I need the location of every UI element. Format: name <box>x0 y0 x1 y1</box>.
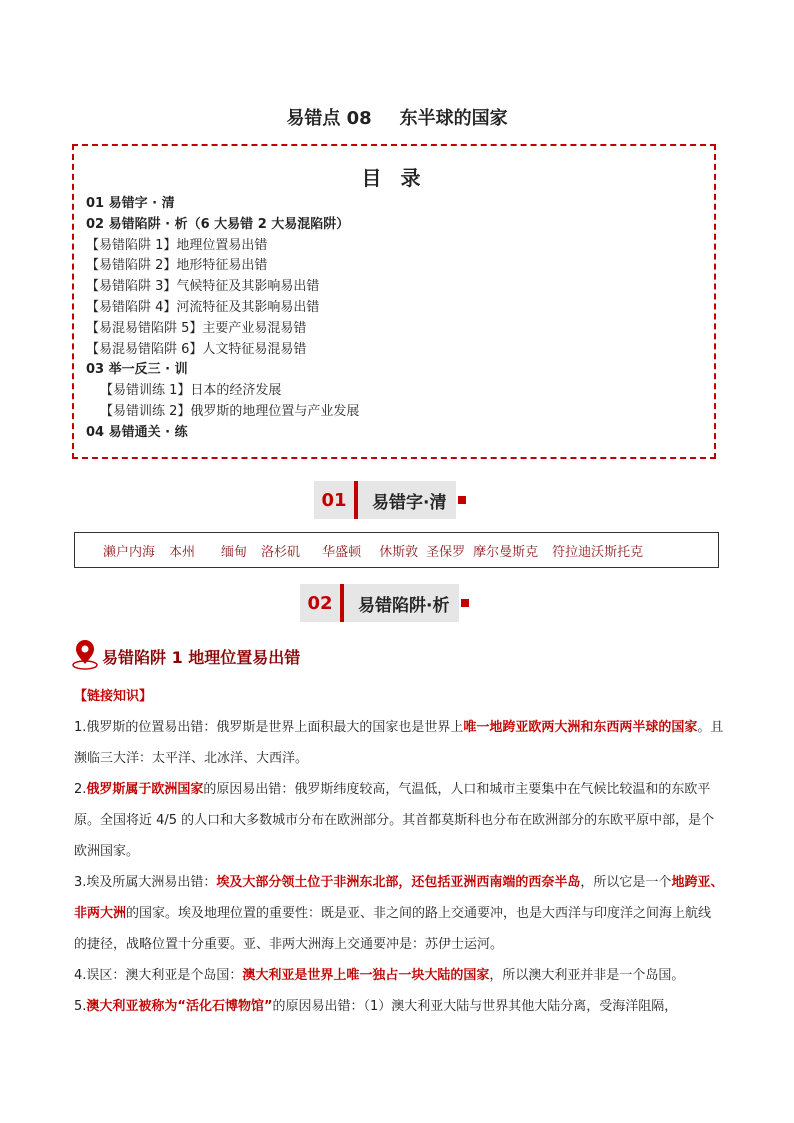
title-part1: 易错点 08 <box>286 108 372 129</box>
toc-item[interactable]: 03 举一反三 · 训 <box>86 362 188 378</box>
section-number: 01 <box>314 481 354 519</box>
section-header-01 <box>314 481 466 519</box>
word-item: 本州 <box>169 544 196 560</box>
word-item: 摩尔曼斯克 <box>473 544 539 560</box>
paragraph: 4.误区：澳大利亚是个岛国：澳大利亚是世界上唯一独占一块大陆的国家，所以澳大利亚并非是一个岛国。 <box>74 968 685 983</box>
toc-item[interactable]: 01 易错字 · 清 <box>86 196 175 211</box>
paragraph: 5.澳大利亚被称为“活化石博物馆”的原因易出错：（1）澳大利亚大陆与世界其他大陆分离，受海洋阻隔， <box>74 999 678 1014</box>
paragraph: 3.埃及所属大洲易出错：埃及大部分领土位于非洲东北部，还包括亚洲西南端的西奈半岛，所以它是一个地跨亚、非两大洲的国家。埃及地理位置的重要性：既是亚、非之间的路上交通要冲，也是大西洋与印度洋之间海上航线的捷径，战略位置十分重要。亚、非两大洲海上交通要冲是：苏伊士运河。 <box>74 875 724 952</box>
toc-item[interactable]: 【易错陷阱 3】气候特征及其影响易出错 <box>86 279 320 295</box>
word-item: 休斯敦 <box>379 544 419 560</box>
square-icon <box>461 599 469 607</box>
word-item: 洛杉矶 <box>261 544 301 560</box>
toc-heading: 目 录 <box>361 166 427 190</box>
toc-item[interactable]: 【易错陷阱 2】地形特征易出错 <box>86 258 268 274</box>
page-title <box>0 104 794 130</box>
toc-item[interactable]: 02 易错陷阱 · 析（6 大易错 2 大易混陷阱） <box>86 216 350 232</box>
trap-title: 易错陷阱 1 地理位置易出错 <box>102 648 301 667</box>
word-item: 华盛顿 <box>322 544 362 560</box>
link-knowledge-label: 【链接知识】 <box>74 689 153 704</box>
knowledge-body <box>74 712 724 1022</box>
section-number: 02 <box>300 584 340 622</box>
toc-item[interactable]: 【易混易错陷阱 6】人文特征易混易错 <box>86 341 307 357</box>
location-pin-icon <box>72 640 100 670</box>
word-list-box <box>74 532 719 568</box>
toc-item[interactable]: 【易错陷阱 1】地理位置易出错 <box>86 237 268 253</box>
toc-item[interactable]: 04 易错通关 · 练 <box>86 424 188 440</box>
paragraph: 2.俄罗斯属于欧洲国家的原因易出错：俄罗斯纬度较高，气温低，人口和城市主要集中在气候比较温和的东欧平原。全国将近 4/5 的人口和大多数城市分布在欧洲部分。其首都莫斯科也分布在欧洲部分的东欧平原中部，是个欧洲国家。 <box>74 782 715 859</box>
toc-item[interactable]: 【易错训练 2】俄罗斯的地理位置与产业发展 <box>100 403 360 419</box>
table-of-contents <box>72 144 716 459</box>
toc-item[interactable]: 【易混易错陷阱 5】主要产业易混易错 <box>86 320 307 336</box>
toc-item[interactable]: 【易错陷阱 4】河流特征及其影响易出错 <box>86 299 320 315</box>
section-header-02 <box>300 584 469 622</box>
section-label: 易错陷阱·析 <box>344 584 459 622</box>
word-item: 濑户内海 <box>103 544 156 560</box>
title-part2: 东半球的国家 <box>399 108 508 129</box>
word-item: 圣保罗 <box>426 544 466 560</box>
word-item: 缅甸 <box>221 544 248 560</box>
toc-list <box>86 194 359 444</box>
toc-item[interactable]: 【易错训练 1】日本的经济发展 <box>100 383 282 399</box>
trap-heading <box>72 640 300 670</box>
paragraph: 1.俄罗斯的位置易出错：俄罗斯是世界上面积最大的国家也是世界上唯一地跨亚欧两大洲和东西两半球的国家。且濒临三大洋：太平洋、北冰洋、大西洋。 <box>74 720 724 766</box>
word-item: 符拉迪沃斯托克 <box>552 544 644 560</box>
square-icon <box>458 496 466 504</box>
section-label: 易错字·清 <box>358 481 456 519</box>
